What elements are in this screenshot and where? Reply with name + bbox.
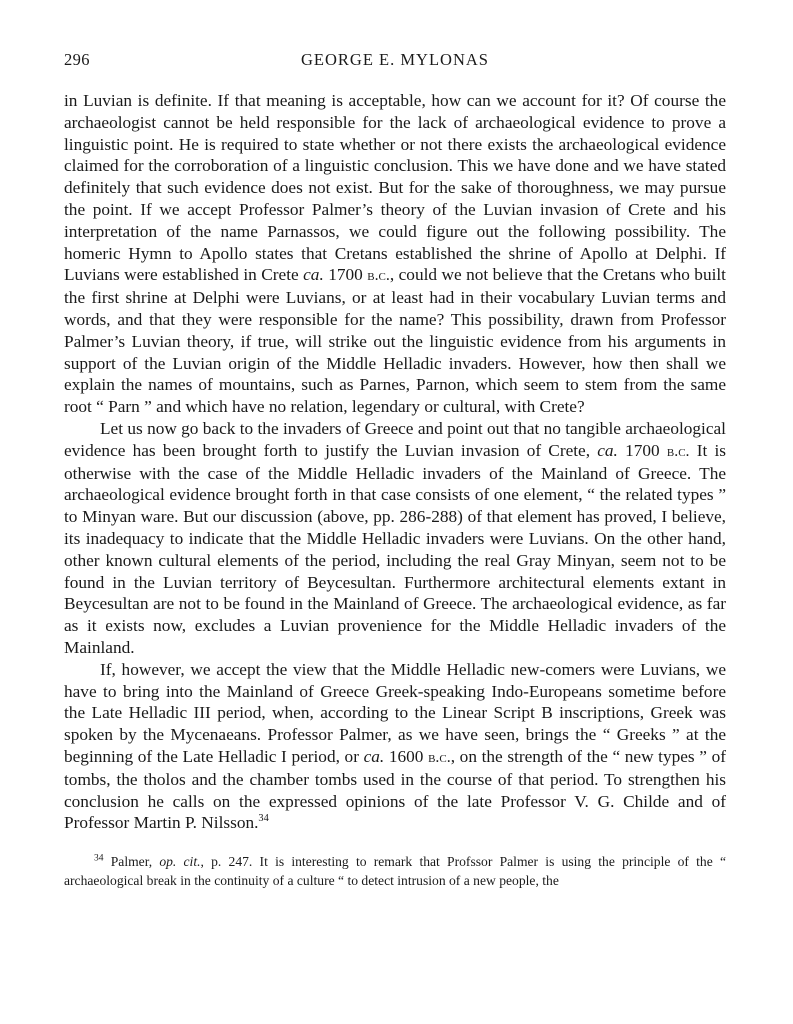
paragraph-2-text-a: Let us now go back to the invaders of Greece and point out that no tangible archaeological evidence has been brought forth to justify the Luvian invasion of Crete,: [64, 418, 726, 460]
paragraph-3-text-b: 1600: [384, 746, 429, 766]
paragraph-3-text-c: , on the strength of the “ new types ” of tombs, the tholos and the chamber tombs used in the course of that period. To strengthen his conclusion he calls on the expressed opinions of the late Professor V. G. Childe and of Professor Martin P. Nilsson.: [64, 746, 727, 833]
paragraph-1-circa: ca.: [303, 265, 324, 285]
running-head: [64, 50, 726, 76]
paragraph-1-text-b: 1700: [323, 265, 368, 285]
footnote-op-cit: op. cit.: [159, 854, 201, 870]
paragraph-2: [64, 418, 726, 659]
page-number: 296: [64, 50, 90, 69]
running-head-author: GEORGE E. MYLONAS: [301, 50, 489, 69]
footnote-text-b: , p. 247. It is interesting to remark that Profssor Palmer is using the principle of the “ archaeological break in the continuity of a culture “ to detect intrusion of a new people, the: [64, 854, 726, 889]
body-text: [64, 90, 726, 834]
footnote-number: 34: [94, 853, 104, 864]
paragraph-1-text-a: in Luvian is definite. If that meaning is acceptable, how can we account for it? Of course the archaeologist cannot be held responsible for the lack of archaeological evidence to prove a linguistic point. He is required to state whether or not there exists the archaeological evidence claimed for the corroboration of a linguistic conclusion. This we have done and we have stated definitely that such evidence does not exist. But for the sake of thoroughness, we may pursue the point. If we accept Professor Palmer’s theory of the Luvian invasion of Crete and his interpretation of the name Parnassos, we could figure out the following possibility. The homeric Hymn to Apollo states that Cretans established the shrine of Apollo at Delphi. If Luvians were established in Crete: [64, 91, 726, 285]
paragraph-3: [64, 659, 726, 834]
footnote-34: [64, 852, 726, 890]
footnote-reference: 34: [258, 813, 269, 825]
paragraph-2-text-c: It is otherwise with the case of the Middle Helladic invaders of the Mainland of Greece. The archaeological evidence brought forth in that case consists of one element, “ the related types ” to Minyan ware. But our discussion (above, pp. 286-288) of that element has proved, I believe, its inadequacy to indicate that the Middle Helladic invaders were Luvians. On the other hand, other known cultural elements of the period, including the real Gray Minyan, seem not to be found in the Luvian territory of Beycesultan. Furthermore architectural elements extant in Beycesultan are not to be found in the Mainland of Greece. The archaeological evidence, as far as it exists now, excludes a Luvian provenience for the Middle Helladic invaders of the Mainland.: [64, 440, 727, 657]
paragraph-3-circa: ca.: [363, 746, 385, 766]
paragraph-3-bc: b.c.: [428, 748, 451, 766]
paragraph-1-text-c: , could we not believe that the Cretans who built the first shrine at Delphi were Luvians, or at least had in their vocabulary Luvian terms and words, and that they were responsible for the name? This possibility, drawn from Professor Palmer’s Luvian theory, if true, will strike out the linguistic evidence from his arguments in support of the Luvian origin of the Middle Helladic invaders. However, how then shall we explain the names of mountains, such as Parnes, Parnon, which seem to stem from the same root “ Parn ” and which have no relation, legendary or cultural, with Crete?: [64, 265, 726, 417]
paragraph-2-bc: b.c.: [666, 442, 690, 460]
page: [64, 50, 726, 890]
paragraph-3-text-a: If, however, we accept the view that the Middle Helladic new-comers were Luvians, we have to bring into the Mainland of Greece Greek-speaking Indo-Europeans sometime before the Late Helladic III period, when, according to the Linear Script B inscriptions, Greek was spoken by the Mycenaeans. Professor Palmer, as we have seen, brings the “ Greeks ” at the beginning of the Late Helladic I period, or: [64, 659, 726, 766]
paragraph-2-text-b: 1700: [617, 440, 667, 460]
paragraph-1: [64, 90, 726, 418]
footnote-text-a: Palmer,: [103, 854, 160, 870]
paragraph-2-circa: ca.: [597, 440, 618, 460]
paragraph-1-bc: b.c.: [367, 267, 390, 285]
